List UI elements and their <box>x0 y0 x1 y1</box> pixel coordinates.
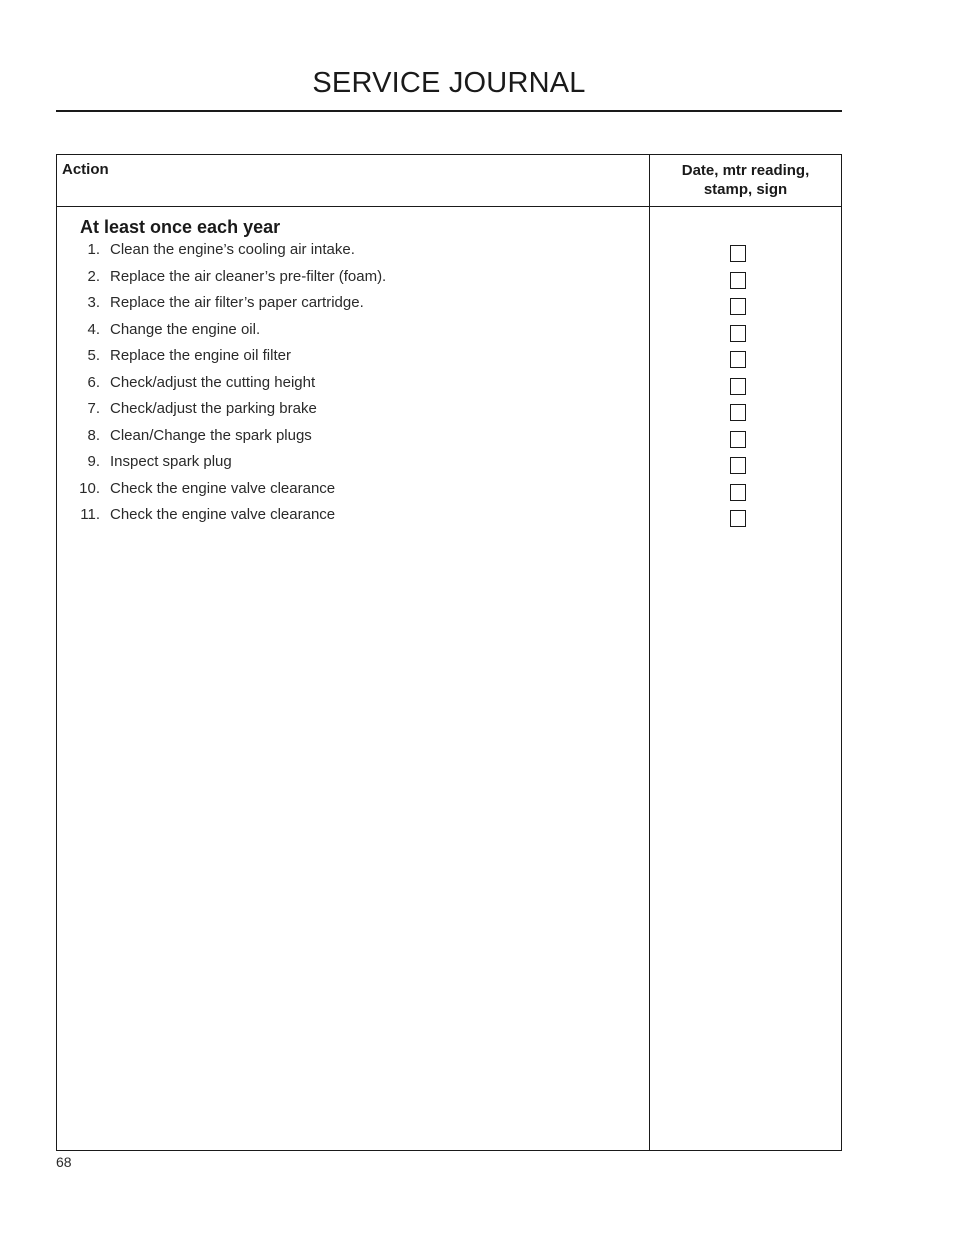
task-number: 5. <box>87 347 100 364</box>
task-checkbox[interactable] <box>730 245 746 262</box>
task-text: Clean the engine’s cooling air intake. <box>110 241 355 258</box>
task-number: 1. <box>87 241 100 258</box>
task-checkbox[interactable] <box>730 378 746 395</box>
date-column-header <box>650 161 841 199</box>
task-text: Inspect spark plug <box>110 453 232 470</box>
section-title: At least once each year <box>80 217 281 237</box>
task-item <box>57 347 649 374</box>
task-number: 9. <box>87 453 100 470</box>
task-item <box>57 427 649 454</box>
task-text: Check/adjust the parking brake <box>110 400 317 417</box>
task-checkbox[interactable] <box>730 404 746 421</box>
task-checkbox[interactable] <box>730 431 746 448</box>
task-checkbox[interactable] <box>730 351 746 368</box>
task-checkbox[interactable] <box>730 298 746 315</box>
task-text: Check the engine valve clearance <box>110 479 336 497</box>
task-text: Replace the engine oil filter <box>110 347 291 364</box>
task-item <box>57 268 649 295</box>
date-column-header-line1: Date, mtr reading, <box>681 162 810 179</box>
task-item <box>57 480 649 507</box>
task-item <box>57 374 649 401</box>
checkbox-list <box>730 245 746 537</box>
task-checkbox[interactable] <box>730 510 746 527</box>
column-divider <box>649 155 650 1150</box>
task-text: Change the engine oil. <box>110 320 261 338</box>
page-title: SERVICE JOURNAL <box>312 67 586 99</box>
task-number: 7. <box>87 400 100 417</box>
task-number: 11. <box>80 506 100 523</box>
task-number: 6. <box>87 373 100 391</box>
task-text: Check/adjust the cutting height <box>110 373 316 391</box>
task-number: 2. <box>87 267 100 285</box>
task-item <box>57 453 649 480</box>
task-number: 8. <box>87 426 100 444</box>
task-item <box>57 321 649 348</box>
task-checkbox[interactable] <box>730 457 746 474</box>
task-number: 3. <box>87 294 100 311</box>
task-text: Replace the air cleaner’s pre-filter (foam). <box>110 267 387 285</box>
task-checkbox[interactable] <box>730 484 746 501</box>
task-checkbox[interactable] <box>730 272 746 289</box>
task-number: 4. <box>87 320 100 338</box>
task-checkbox[interactable] <box>730 325 746 342</box>
page-number: 68 <box>56 1154 72 1170</box>
task-text: Check the engine valve clearance <box>110 506 336 523</box>
service-journal-table <box>56 154 842 1151</box>
task-list <box>57 241 649 533</box>
task-item <box>57 294 649 321</box>
task-item <box>57 241 649 268</box>
date-column-header-line2: stamp, sign <box>703 181 788 198</box>
title-rule <box>56 110 842 112</box>
task-text: Clean/Change the spark plugs <box>110 426 312 444</box>
task-number: 10. <box>79 479 100 497</box>
task-text: Replace the air filter’s paper cartridge. <box>110 294 364 311</box>
header-divider <box>57 206 841 207</box>
action-column-header: Action <box>62 161 109 178</box>
task-item <box>57 400 649 427</box>
task-item <box>57 506 649 533</box>
